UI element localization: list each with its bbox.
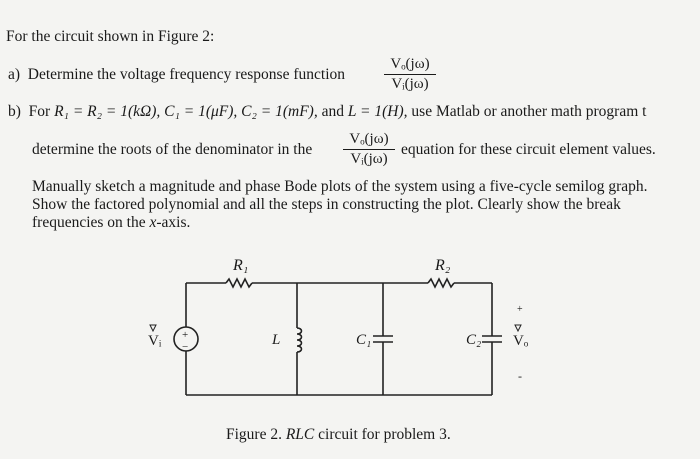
c1-value: C₁ = 1(μF), — [164, 103, 238, 120]
resistor-r1 — [226, 279, 252, 287]
fraction-b-denominator: Vᵢ(jω) — [350, 151, 388, 167]
r1-label: R₁ — [233, 257, 249, 274]
part-b-line3: Manually sketch a magnitude and phase Bode plots of the system using a five-cycle semilog graph. — [32, 178, 648, 195]
source-minus: − — [182, 341, 189, 353]
part-b-line1: b) For R₁ = R₂ = 1(kΩ), C₁ = 1(μF), C₂ = 1(mF), and L = 1(H), use Matlab or another math program t — [8, 103, 647, 120]
vo-minus: - — [518, 369, 522, 383]
fraction-b-numerator: Vₒ(jω) — [349, 131, 389, 147]
r2-label: R₂ — [435, 257, 451, 274]
capacitor-c1 — [373, 336, 393, 342]
fraction-a-denominator: Vᵢ(jω) — [391, 76, 429, 92]
figure-caption: Figure 2. RLC circuit for problem 3. — [226, 426, 451, 443]
fraction-a-numerator: Vₒ(jω) — [390, 56, 430, 72]
l-label: L — [272, 332, 281, 348]
r-values: R₁ = R₂ = 1(kΩ), — [54, 103, 161, 120]
intro-text: For the circuit shown in Figure 2: — [6, 28, 215, 45]
capacitor-c2 — [482, 336, 502, 342]
vo-label: Vₒ — [513, 333, 529, 349]
c2-value: C₂ = 1(mF), — [241, 103, 318, 120]
vo-arrow — [515, 325, 521, 331]
source-plus: + — [182, 329, 189, 341]
part-a-label: a) — [8, 66, 21, 83]
part-b-line5: frequencies on the x-axis. — [32, 214, 191, 231]
inductor-l — [297, 328, 302, 352]
part-b-label: b) — [8, 103, 21, 120]
vi-label: Vᵢ — [148, 333, 162, 349]
l-value: L = 1(H), — [347, 103, 408, 120]
vo-plus: + — [517, 304, 523, 315]
resistor-r2 — [428, 279, 454, 287]
part-b-line2-post: equation for these circuit element values. — [401, 141, 656, 158]
part-a-text: Determine the voltage frequency response function — [27, 66, 345, 83]
vi-arrow — [150, 325, 156, 331]
c2-label: C₂ — [466, 332, 482, 348]
part-b-line2-pre: determine the roots of the denominator in the — [32, 141, 313, 158]
part-b-line4: Show the factored polynomial and all the steps in constructing the plot. Clearly show the break — [32, 196, 621, 213]
c1-label: C₁ — [356, 332, 372, 348]
